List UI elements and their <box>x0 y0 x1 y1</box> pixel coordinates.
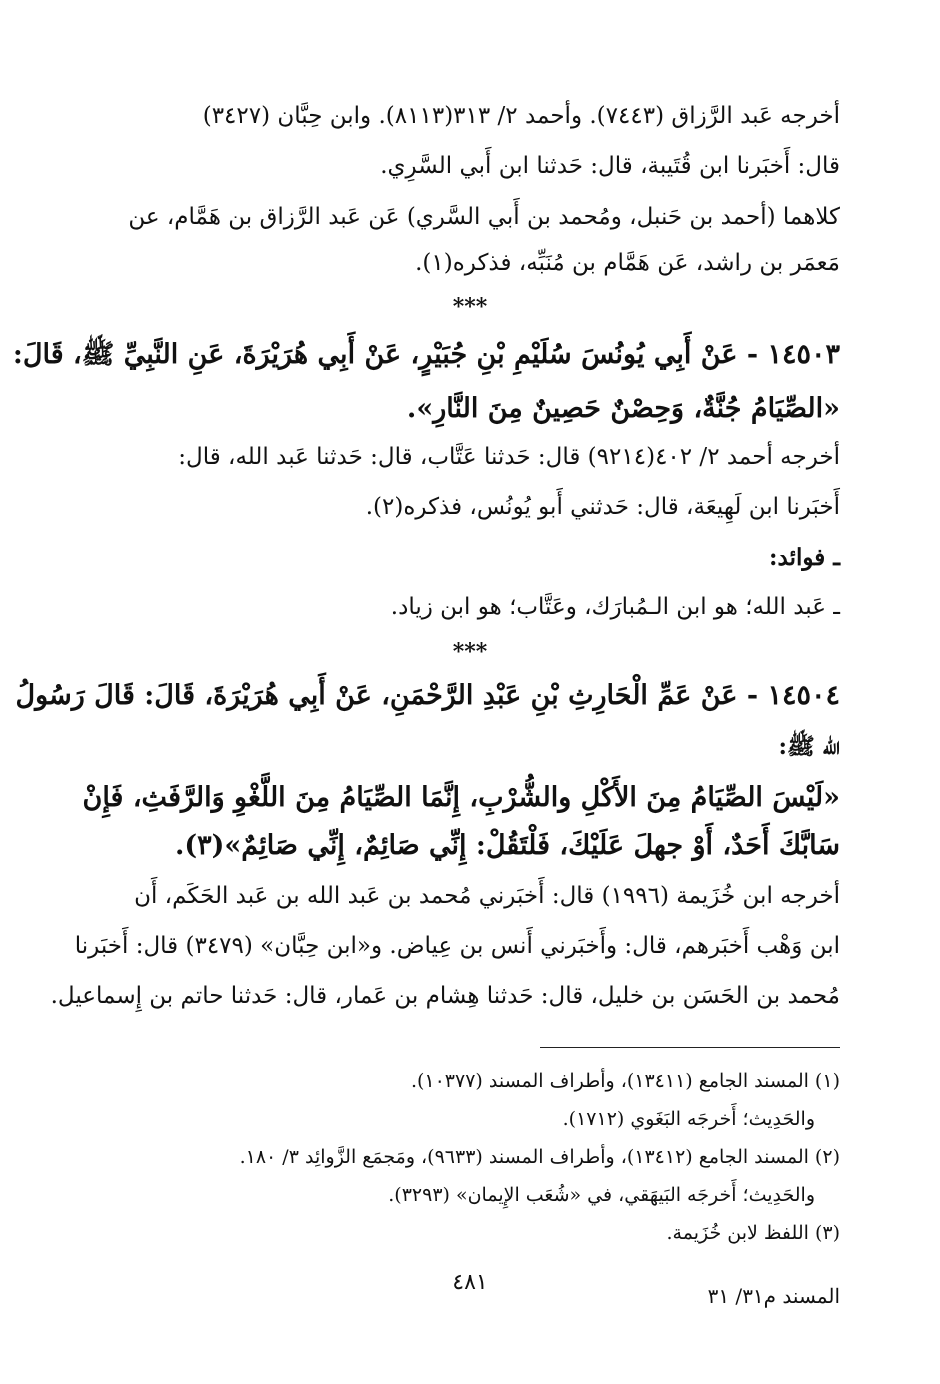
footnote-1-cont: والحَدِيث؛ أَخرجَه البَغَوي (١٧١٢). <box>562 1108 815 1130</box>
section-separator: *** <box>452 639 488 665</box>
takhrij-line-3: كلاهما (أحمد بن حَنبل، ومُحمد بن أَبي السَّري) عَن عَبد الرَّزاق بن هَمَّام، عن <box>128 204 840 230</box>
footnote-divider <box>540 1047 840 1048</box>
page-number: ٤٨١ <box>452 1270 488 1295</box>
takhrij-line-4: مَعمَر بن راشد، عَن هَمَّام بن مُنَبِّه، فذكره(١). <box>415 250 840 276</box>
hadith-14503-text: «الصِّيَامُ جُنَّةٌ، وَحِصْنٌ حَصِينٌ مِنَ النَّارِ». <box>406 393 840 424</box>
takhrij-line-1: أخرجه عَبد الرَّزاق (٧٤٤٣). وأحمد ٢/ ٣١٣(٨١١٣). وابن حِبَّان (٣٤٢٧) <box>202 103 840 129</box>
footnote-2-cont: والحَدِيث؛ أَخرجَه البَيهَقي، في «شُعَب الإِيمان» (٣٢٩٣). <box>388 1184 815 1206</box>
takhrij-line-2: قال: أَخبَرنا ابن قُتَيبة، قال: حَدثنا ابن أَبي السَّرِي. <box>380 153 840 179</box>
section-separator: *** <box>452 294 488 320</box>
fawaid-heading: ـ فوائد: <box>769 544 840 571</box>
takhrij-line-8: أَخبَرنا ابن لَهِيعَة، قال: حَدثني أَبو يُونُس، فذكره(٢). <box>365 494 840 520</box>
hadith-14504-text-1: «لَيْسَ الصِّيَامُ مِنَ الأَكْلِ والشُّرْبِ، إِنَّمَا الصِّيَامُ مِنَ اللَّغْوِ وَالرَّفَثِ، فَإِنْ <box>82 782 840 813</box>
takhrij-line-15: أخرجه ابن خُزَيمة (١٩٩٦) قال: أَخبَرني مُحمد بن عَبد الله بن عَبد الحَكَم، أَن <box>134 883 840 909</box>
hadith-14503-header: ١٤٥٠٣ - عَنْ أَبِي يُونُسَ سُلَيْمِ بْنِ جُبَيْرٍ، عَنْ أَبِي هُرَيْرَةَ، عَنِ النَّبِيِّ ﷺ، قَالَ: <box>12 339 840 370</box>
hadith-14504-header: ١٤٥٠٤ - عَنْ عَمِّ الْحَارِثِ بْنِ عَبْدِ الرَّحْمَنِ، عَنْ أَبِي هُرَيْرَةَ، قَالَ: قَالَ رَسُولُ <box>15 680 840 711</box>
footnote-2: (٢) المسند الجامع (١٣٤١٢)، وأطراف المسند (٩٦٣٣)، ومَجمَع الزَّوائِد ٣/ ١٨٠. <box>239 1146 840 1168</box>
volume-marker: المسند م٣١/ ٣١ <box>707 1284 840 1308</box>
fawaid-line: ـ عَبد الله؛ هو ابن الـمُبارَك، وعَتَّاب؛ هو ابن زياد. <box>390 594 840 620</box>
footnote-1: (١) المسند الجامع (١٣٤١١)، وأطراف المسند (١٠٣٧٧). <box>410 1070 840 1092</box>
takhrij-line-7: أخرجه أحمد ٢/ ٤٠٢(٩٢١٤) قال: حَدثنا عَتَّاب، قال: حَدثنا عَبد الله، قال: <box>178 444 840 470</box>
footnote-3: (٣) اللفظ لابن خُزَيمة. <box>666 1222 840 1244</box>
hadith-14504-text-2: سَابَّكَ أَحَدٌ، أَوْ جهلَ عَلَيْكَ، فَلْتَقُلْ: إِنِّي صَائِمٌ، إِنِّي صَائِمٌ»(٣). <box>174 830 840 861</box>
takhrij-line-16: ابن وَهْب أَخبَرهم، قال: وأَخبَرني أَنس بن عِياض. و«ابن حِبَّان» (٣٤٧٩) قال: أَخبَرنا <box>74 933 840 959</box>
hadith-14504-header-cont: الله ﷺ: <box>778 733 840 760</box>
takhrij-line-17: مُحمد بن الحَسَن بن خليل، قال: حَدثنا هِشام بن عَمار، قال: حَدثنا حاتم بن إِسماعيل. <box>50 983 840 1009</box>
